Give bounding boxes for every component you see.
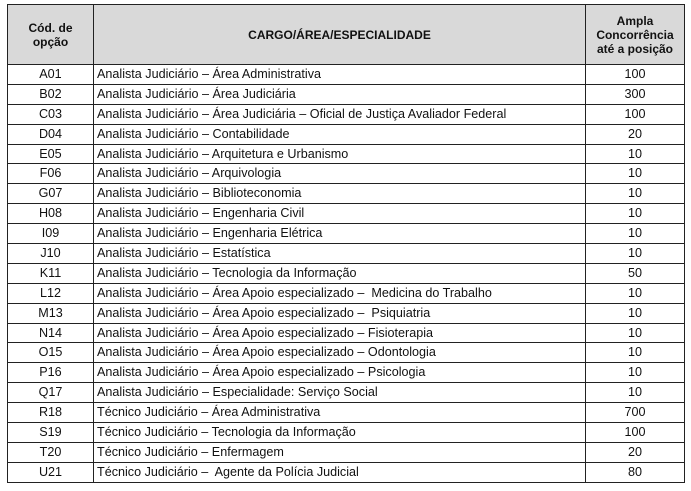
row-code: K11 (8, 263, 94, 283)
table-row (8, 124, 685, 144)
header-code-line2: opção (32, 34, 69, 49)
row-code: D04 (8, 124, 94, 144)
row-cargo: Técnico Judiciário – Tecnologia da Informação (94, 423, 586, 443)
header-code-line1: Cód. de (28, 20, 73, 35)
header-cargo: CARGO/ÁREA/ESPECIALIDADE (94, 5, 586, 65)
row-cargo: Analista Judiciário – Área Apoio especializado – Odontologia (94, 343, 586, 363)
row-code: T20 (8, 442, 94, 462)
row-position: 20 (586, 442, 685, 462)
row-position: 100 (586, 104, 685, 124)
row-cargo: Analista Judiciário – Área Judiciária (94, 84, 586, 104)
row-position: 10 (586, 363, 685, 383)
header-code (8, 5, 94, 65)
table-row (8, 104, 685, 124)
row-position: 20 (586, 124, 685, 144)
row-cargo: Analista Judiciário – Arquitetura e Urbanismo (94, 144, 586, 164)
row-position: 100 (586, 423, 685, 443)
row-cargo: Analista Judiciário – Área Administrativa (94, 65, 586, 85)
row-cargo: Técnico Judiciário – Área Administrativa (94, 403, 586, 423)
table-row (8, 244, 685, 264)
row-position: 10 (586, 343, 685, 363)
row-code: L12 (8, 283, 94, 303)
row-cargo: Analista Judiciário – Arquivologia (94, 164, 586, 184)
row-cargo: Analista Judiciário – Contabilidade (94, 124, 586, 144)
header-position (586, 5, 685, 65)
row-code: C03 (8, 104, 94, 124)
positions-table (7, 4, 685, 483)
row-code: G07 (8, 184, 94, 204)
row-code: E05 (8, 144, 94, 164)
table-row (8, 363, 685, 383)
header-position-line2: Concorrência (596, 27, 674, 42)
row-code: I09 (8, 224, 94, 244)
table-row (8, 263, 685, 283)
row-cargo: Técnico Judiciário – Agente da Polícia Judicial (94, 462, 586, 482)
table-row (8, 65, 685, 85)
row-cargo: Analista Judiciário – Área Apoio especializado – Psiquiatria (94, 303, 586, 323)
row-position: 700 (586, 403, 685, 423)
row-position: 10 (586, 383, 685, 403)
row-position: 10 (586, 303, 685, 323)
table-body (8, 65, 685, 483)
row-code: J10 (8, 244, 94, 264)
row-cargo: Analista Judiciário – Área Apoio especializado – Psicologia (94, 363, 586, 383)
row-position: 10 (586, 164, 685, 184)
row-code: O15 (8, 343, 94, 363)
row-cargo: Analista Judiciário – Biblioteconomia (94, 184, 586, 204)
row-cargo: Analista Judiciário – Área Apoio especializado – Fisioterapia (94, 323, 586, 343)
row-cargo: Analista Judiciário – Engenharia Civil (94, 204, 586, 224)
row-cargo: Analista Judiciário – Estatística (94, 244, 586, 264)
row-cargo: Analista Judiciário – Área Judiciária – Oficial de Justiça Avaliador Federal (94, 104, 586, 124)
header-row (8, 5, 685, 65)
row-position: 10 (586, 283, 685, 303)
table-row (8, 164, 685, 184)
row-position: 100 (586, 65, 685, 85)
table-row (8, 144, 685, 164)
row-code: S19 (8, 423, 94, 443)
table-row (8, 224, 685, 244)
table-row (8, 323, 685, 343)
row-position: 10 (586, 144, 685, 164)
table-row (8, 303, 685, 323)
table-row (8, 462, 685, 482)
row-position: 80 (586, 462, 685, 482)
table-row (8, 184, 685, 204)
row-code: R18 (8, 403, 94, 423)
row-code: H08 (8, 204, 94, 224)
row-code: A01 (8, 65, 94, 85)
row-code: P16 (8, 363, 94, 383)
row-code: M13 (8, 303, 94, 323)
header-position-line1: Ampla (616, 13, 654, 28)
row-cargo: Analista Judiciário – Tecnologia da Informação (94, 263, 586, 283)
row-cargo: Analista Judiciário – Engenharia Elétrica (94, 224, 586, 244)
row-position: 10 (586, 323, 685, 343)
table-row (8, 383, 685, 403)
table-row (8, 343, 685, 363)
row-position: 10 (586, 184, 685, 204)
table-row (8, 204, 685, 224)
table-row (8, 442, 685, 462)
row-position: 300 (586, 84, 685, 104)
row-position: 10 (586, 224, 685, 244)
table-row (8, 403, 685, 423)
table-row (8, 283, 685, 303)
document-page (7, 4, 685, 483)
row-code: B02 (8, 84, 94, 104)
table-row (8, 84, 685, 104)
row-cargo: Analista Judiciário – Especialidade: Serviço Social (94, 383, 586, 403)
header-position-line3: até a posição (596, 41, 674, 56)
row-cargo: Técnico Judiciário – Enfermagem (94, 442, 586, 462)
row-position: 50 (586, 263, 685, 283)
row-code: Q17 (8, 383, 94, 403)
row-code: F06 (8, 164, 94, 184)
row-position: 10 (586, 244, 685, 264)
table-header (8, 5, 685, 65)
row-cargo: Analista Judiciário – Área Apoio especializado – Medicina do Trabalho (94, 283, 586, 303)
row-code: U21 (8, 462, 94, 482)
row-position: 10 (586, 204, 685, 224)
row-code: N14 (8, 323, 94, 343)
table-row (8, 423, 685, 443)
